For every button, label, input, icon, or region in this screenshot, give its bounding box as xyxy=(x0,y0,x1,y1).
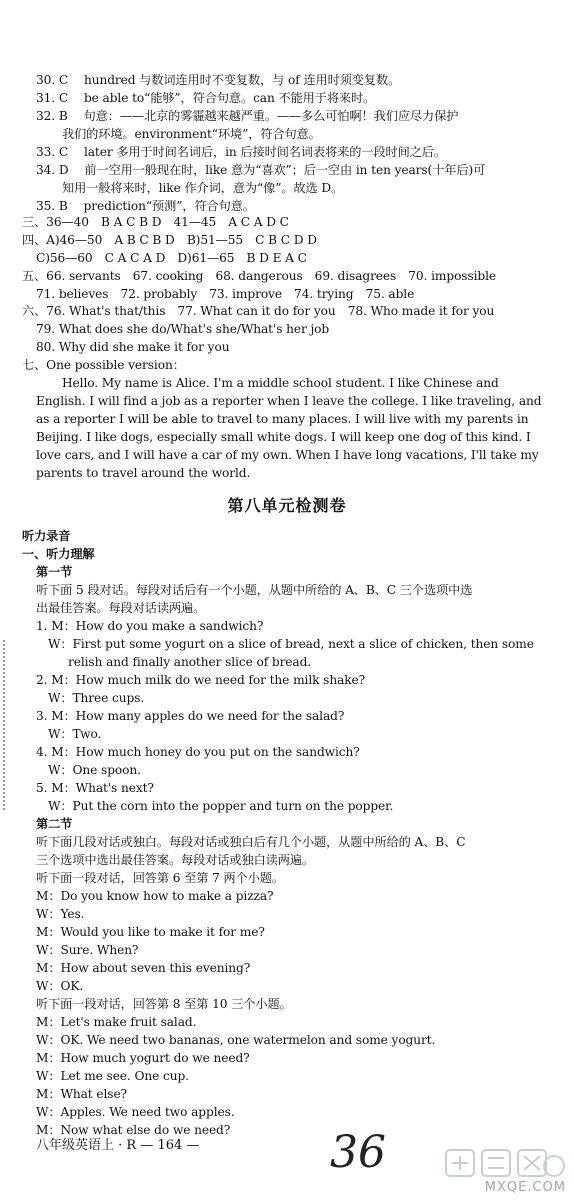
text-line: Beijing. I like dogs, especially small white dogs. I will keep one dog of this kind. I xyxy=(36,430,531,444)
text-line: 听下面几段对话或独白。每段对话或独白后有几个小题，从题中所给的 A、B、C xyxy=(36,835,466,849)
text-line: 3. M：How many apples do we need for the salad? xyxy=(36,709,345,723)
text-line: 33. C later 多用于时间名词后，in 后接时间名词表将来的一段时间之后。 xyxy=(36,145,446,159)
text-line: W：One spoon. xyxy=(48,763,141,777)
text-line: 三、36—40 B A C B D 41—45 A C A D C xyxy=(22,215,289,229)
text-line: M：Now what else do we need? xyxy=(36,1123,231,1137)
text-line: 79. What does she do/What's she/What's her job xyxy=(36,322,330,336)
text-line: M：How much yogurt do we need? xyxy=(36,1051,250,1065)
text-line: 我们的环境。environment“环境”，符合句意。 xyxy=(62,127,321,141)
text-line: M：Do you know how to make a pizza? xyxy=(36,889,274,903)
text-line: 七、One possible version： xyxy=(22,358,185,372)
text-line: 4. M：How much honey do you put on the sandwich? xyxy=(36,745,360,759)
text-line: W：Let me see. One cup. xyxy=(36,1069,189,1083)
text-line: 80. Why did she make it for you xyxy=(36,340,230,354)
text-line: C)56—60 C A C A D D)61—65 B D E A C xyxy=(36,251,307,265)
text-line: relish and finally another slice of bread. xyxy=(68,655,312,669)
text-line: W：Apples. We need two apples. xyxy=(36,1105,235,1119)
text-line: 第二节 xyxy=(36,817,73,831)
text-line: 四、A)46—50 A B C B D B)51—55 C B C D D xyxy=(22,233,317,247)
text-line: 35. B prediction“预测”，符合句意。 xyxy=(36,199,255,213)
text-line: 1. M：How do you make a sandwich? xyxy=(36,619,264,633)
text-line: W：Three cups. xyxy=(48,691,145,705)
text-line: 知用一般将来时，like 作介词，意为“像”。故选 D。 xyxy=(62,181,344,195)
text-line: English. I will find a job as a reporter when I leave the college. I like traveling, and xyxy=(36,394,542,408)
text-line: M：What else? xyxy=(36,1087,127,1101)
watermark-text: MXQE.COM xyxy=(484,1180,566,1195)
text-line: 出最佳答案。每段对话读两遍。 xyxy=(36,601,206,615)
text-line: as a reporter I will be able to travel to many places. I will live with my parents in xyxy=(36,412,529,426)
text-line: 听力录音 xyxy=(22,529,71,543)
text-line: 34. D 前一空用一般现在时，like 意为“喜欢”；后一空由 in ten years(十年后)可 xyxy=(36,163,486,177)
text-line: 六、76. What's that/this 77. What can it do for you 78. Who made it for you xyxy=(22,304,495,318)
text-line: parents to travel around the world. xyxy=(36,466,251,480)
text-line: Hello. My name is Alice. I'm a middle school student. I like Chinese and xyxy=(62,376,499,390)
text-line: M：Would you like to make it for me? xyxy=(36,925,265,939)
text-line: 听下面一段对话，回答第 6 至第 7 两个小题。 xyxy=(36,871,284,885)
text-line: W：OK. xyxy=(36,979,84,993)
text-line: 5. M：What's next? xyxy=(36,781,154,795)
text-line: 2. M：How much milk do we need for the milk shake? xyxy=(36,673,366,687)
text-line: love cars, and I will have a car of my own. When I have long vacations, I'll take my xyxy=(36,448,539,462)
text-line: 31. C be able to“能够”，符合句意。can 不能用于将来时。 xyxy=(36,91,376,105)
handwritten-page-number: 36 xyxy=(330,1127,386,1178)
section-title: 第八单元检测卷 xyxy=(227,496,347,515)
text-line: W：Yes. xyxy=(36,907,85,921)
text-line: M：Let's make fruit salad. xyxy=(36,1015,197,1029)
text-line: 30. C hundred 与数词连用时不变复数，与 of 连用时须变复数。 xyxy=(36,73,401,87)
text-line: 32. B 句意：——北京的雾霾越来越严重。——多么可怕啊！我们应尽力保护 xyxy=(36,109,459,123)
text-line: 71. believes 72. probably 73. improve 74. trying 75. able xyxy=(36,287,415,301)
text-line: W：OK. We need two bananas, one watermelon and some yogurt. xyxy=(36,1033,436,1047)
text-line: 第一节 xyxy=(36,565,73,579)
text-line: 三个选项中选出最佳答案。每段对话或独白读两遍。 xyxy=(36,853,315,867)
binding-margin-dots xyxy=(3,640,9,810)
text-line: M：How about seven this evening? xyxy=(36,961,251,975)
text-line: W：Sure. When? xyxy=(36,943,139,957)
page-footer: 八年级英语上 · R — 164 — xyxy=(36,1138,200,1153)
text-line: 听下面 5 段对话。每段对话后有一个小题，从题中所给的 A、B、C 三个选项中选 xyxy=(36,583,473,597)
text-line: 一、听力理解 xyxy=(22,547,95,561)
text-line: W：Two. xyxy=(48,727,102,741)
text-line: 听下面一段对话，回答第 8 至第 10 三个小题。 xyxy=(36,997,292,1011)
text-line: W：First put some yogurt on a slice of bread, next a slice of chicken, then some xyxy=(48,637,534,651)
text-line: 五、66. servants 67. cooking 68. dangerous 69. disagrees 70. impossible xyxy=(22,269,497,283)
text-line: W：Put the corn into the popper and turn on the popper. xyxy=(48,799,394,813)
